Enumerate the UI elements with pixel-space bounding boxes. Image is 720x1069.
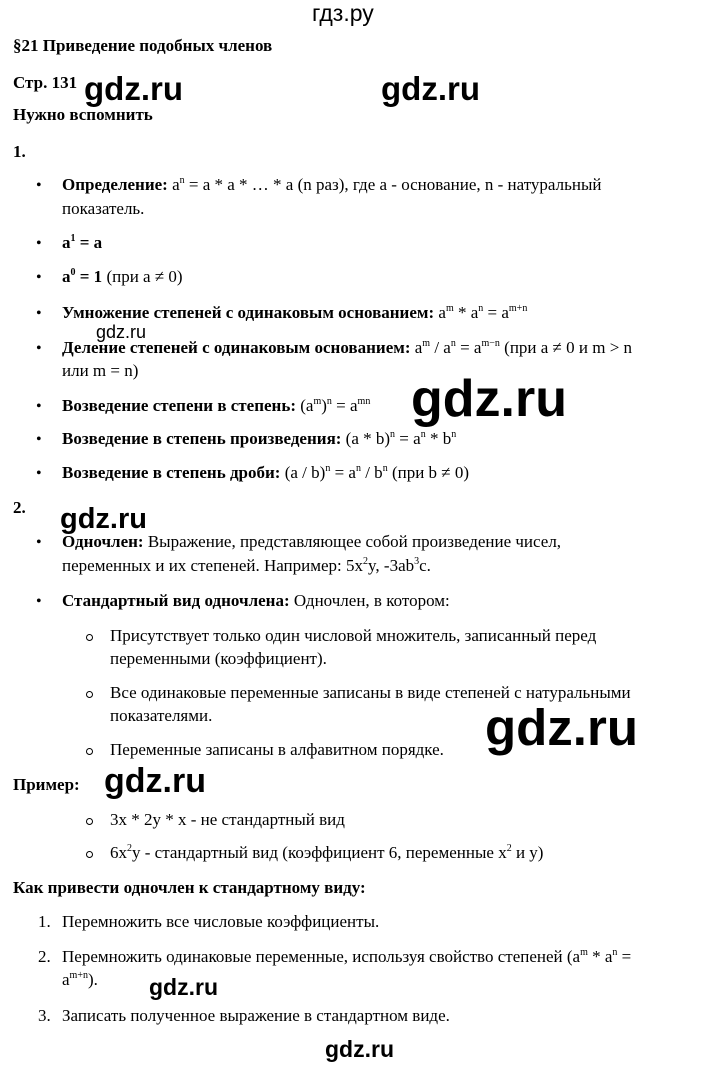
site-watermark-top: гдз.ру bbox=[312, 0, 374, 26]
watermark: gdz.ru bbox=[84, 70, 183, 107]
bullet-icon: • bbox=[36, 235, 42, 252]
watermark: gdz.ru bbox=[381, 70, 480, 107]
bullet-icon: • bbox=[36, 269, 42, 286]
section-title: §21 Приведение подобных членов bbox=[13, 36, 273, 55]
bullet-icon: • bbox=[36, 177, 42, 194]
part-1-number: 1. bbox=[13, 142, 26, 161]
bullet-icon: • bbox=[36, 398, 42, 415]
bullet-icon: • bbox=[36, 305, 42, 322]
circle-bullet-icon bbox=[86, 818, 93, 825]
watermark: gdz.ru bbox=[411, 370, 567, 428]
watermark: gdz.ru bbox=[104, 762, 206, 800]
watermark: gdz.ru bbox=[325, 1036, 394, 1062]
circle-bullet-icon bbox=[86, 691, 93, 698]
bullet-icon: • bbox=[36, 465, 42, 482]
part-2-number: 2. bbox=[13, 498, 26, 517]
howto-heading: Как привести одночлен к стандартному виду: bbox=[13, 878, 366, 897]
bullet-icon: • bbox=[36, 340, 42, 357]
watermark: gdz.ru bbox=[485, 699, 638, 756]
page-number: Стр. 131 bbox=[13, 73, 78, 92]
watermark: gdz.ru bbox=[96, 322, 147, 342]
remember-heading: Нужно вспомнить bbox=[13, 105, 153, 124]
example-label: Пример: bbox=[13, 775, 80, 794]
circle-bullet-icon bbox=[86, 634, 93, 641]
watermark: gdz.ru bbox=[149, 974, 218, 1000]
bullet-icon: • bbox=[36, 431, 42, 448]
bullet-icon: • bbox=[36, 534, 42, 551]
bullet-icon: • bbox=[36, 593, 42, 610]
circle-bullet-icon bbox=[86, 851, 93, 858]
watermark: gdz.ru bbox=[60, 503, 147, 535]
circle-bullet-icon bbox=[86, 748, 93, 755]
